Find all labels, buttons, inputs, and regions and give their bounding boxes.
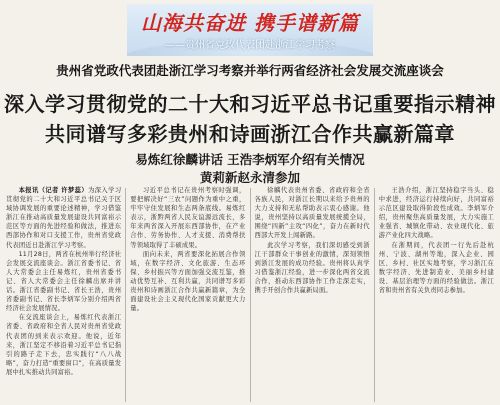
article-paragraph: 此次学习考察，我们深切感受到浙江干部群众干事创业的激情，深刻领悟到浙江发展的成功经验。贵州将认真学习借鉴浙江经验，进一步深化两省交流合作，推动东西部协作工作走深走实，携手开创合作共赢新局面。	[254, 241, 370, 295]
headline-pre: 贵州省党政代表团赴浙江学习考察并举行两省经济社会发展交流座谈会	[56, 63, 444, 78]
article-paragraph: 在浙期间，代表团一行先后赴杭州、宁波、湖州等地，深入企业、园区、乡村、社区实地考察，学习浙江在数字经济、先进制造业、美丽乡村建设、基层治理等方面的经验做法。浙江省和贵州省有关负责同志参加。	[378, 241, 494, 295]
article-body	[6, 186, 494, 404]
headline-main-line1: 深入学习贯彻党的二十大和习近平总书记重要指示精神	[4, 92, 496, 116]
headline-sub-line1: 易炼红徐麟讲话 王浩李炳军介绍有关情况	[135, 152, 365, 167]
banner-subtitle: ——贵州省党政代表团赴浙江学习考察	[165, 40, 335, 51]
article-paragraph: 王浩介绍，浙江坚持稳字当头、稳中求进，经济运行持续向好，共同富裕示范区建设取得阶段性成效。李炳军介绍，贵州聚焦高质量发展，大力实施工业强省、城镇化带动、农业现代化、旅游产业化四大战略。	[378, 187, 494, 240]
article-column-1	[6, 186, 121, 404]
masthead-banner	[127, 4, 373, 56]
article-paragraph: 11月28日，两省在杭州举行经济社会发展交流座谈会。浙江省委书记、省人大常委会主任易炼红，贵州省委书记、省人大常委会主任徐麟出席并讲话。浙江省委副书记、省长王浩，贵州省委副书记、省长李炳军分别介绍两省经济社会发展情况。	[6, 250, 122, 313]
article-column-3	[255, 186, 370, 404]
article-paragraph: 在交流座谈会上，易炼红代表浙江省委、省政府和全省人民对贵州省党政代表团的到来表示欢迎。他说，近年来，浙江坚定不移沿着习近平总书记指引的路子走下去，忠实践行“八八战略”，奋力打造“重要窗口”，在高质量发展中扎实推动共同富裕。	[6, 314, 122, 376]
column-divider	[125, 188, 126, 402]
headline-main-line2: 共同谱写多彩贵州和诗画浙江合作共赢新篇章	[45, 122, 455, 146]
headline-sub-line2: 黄莉新赵永清参加	[199, 170, 300, 185]
article-paragraph: 徐麟代表贵州省委、省政府和全省各族人民，对浙江长期以来给予贵州的大力支持和无私帮助表示衷心感谢。他说，贵州坚持以高质量发展统揽全局，围绕“四新”主攻“四化”，奋力在新时代西部大开发上闯新路。	[254, 187, 370, 240]
article-paragraph: 为深入学习贯彻党的二十大和习近平总书记关于区域协调发展的重要论述精神，学习借鉴浙江在推动高质量发展建设共同富裕示范区等方面的先进经验和做法，推进东西部协作和对口支援工作，贵州省党政代表团近日赴浙江学习考察。	[6, 187, 122, 249]
column-divider	[250, 188, 251, 402]
article-paragraph: 面向未来，两省要深化拓展合作领域，在数字经济、文化旅游、生态环保、乡村振兴等方面加强交流互鉴，推动优势互补、互利共赢，共同谱写多彩贵州和诗画浙江合作共赢新篇章，为全面建设社会主义现代化国家贡献更大力量。	[130, 250, 246, 313]
article-column-2	[130, 186, 245, 404]
article-column-4	[379, 186, 494, 404]
article-paragraph: 习近平总书记在贵州考察时强调，要把解决好“三农”问题作为重中之重，牢牢守住发展和生态两条底线。易炼红表示，浙黔两省人民友谊源远流长，多年来两省深入开展东西部协作，在产业合作、劳务协作、人才支援、消费帮扶等领域取得了丰硕成果。	[130, 187, 246, 249]
article-byline: 本报讯（记者 许梦蕊）	[18, 187, 89, 194]
banner-slogan: 山海共奋进 携手谱新篇	[141, 11, 359, 35]
column-divider	[374, 188, 375, 402]
